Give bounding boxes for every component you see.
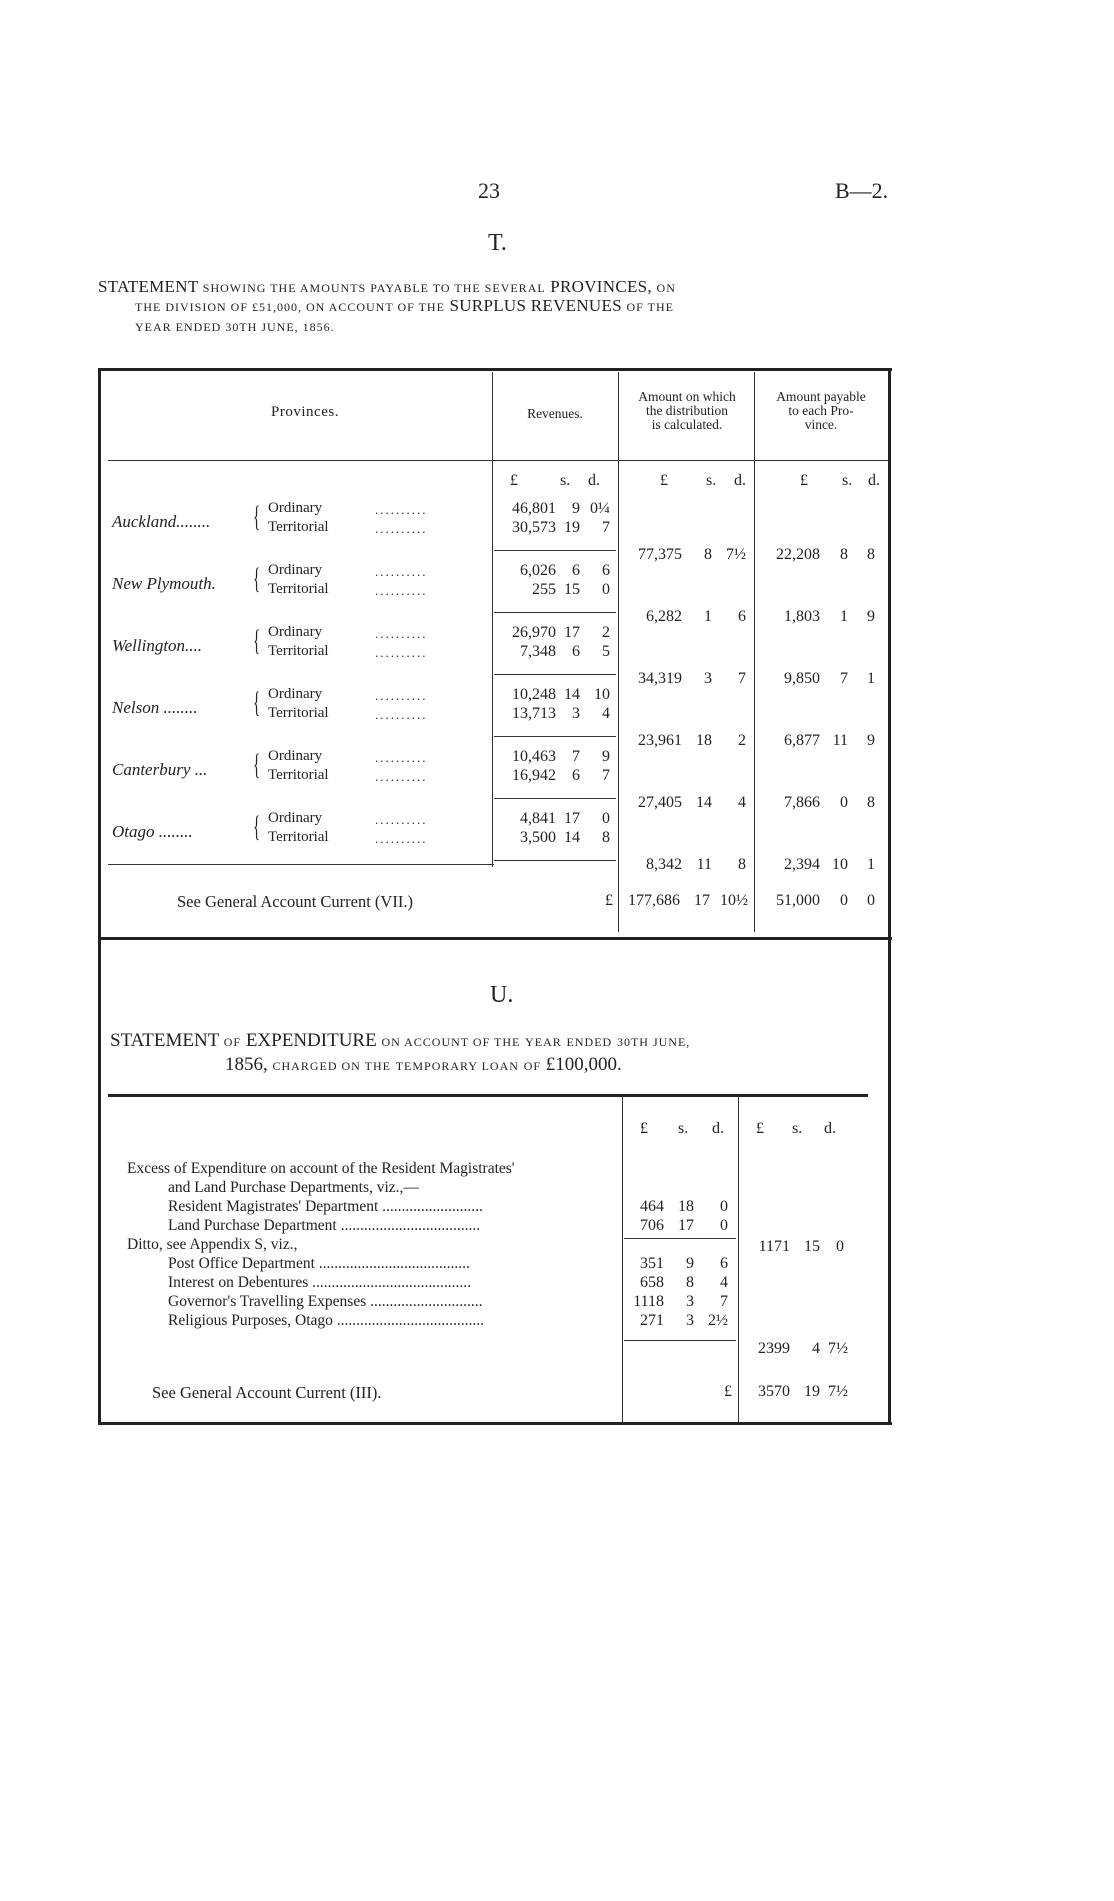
payable-pounds: 1,803 <box>784 608 820 625</box>
table-u-rule <box>624 1238 736 1239</box>
table-t-divider <box>618 372 619 932</box>
table-t-total-pay-pence: 0 <box>867 892 875 909</box>
revenue-pence: 2 <box>602 624 610 641</box>
table-t-divider <box>754 372 755 932</box>
table-t-total-dist-pounds: 177,686 <box>628 892 680 909</box>
distribution-shillings: 11 <box>696 856 712 873</box>
subtotal1-shillings: 15 <box>804 1238 820 1255</box>
table-t-left-border <box>98 368 101 940</box>
unit-pound: £ <box>510 472 518 489</box>
brace-glyph: { <box>253 748 261 781</box>
leader-dots: .......... <box>375 502 428 517</box>
value-pounds: 658 <box>640 1274 664 1291</box>
column-header-distribution <box>620 390 754 432</box>
title-word: OF <box>223 1035 242 1049</box>
revenue-shillings: 6 <box>572 643 580 660</box>
revenue-rule <box>494 674 616 675</box>
title-word: OF THE <box>626 300 674 314</box>
value-pence: 4 <box>720 1274 728 1291</box>
section-u-letter: U. <box>490 982 514 1008</box>
title-word: OF <box>523 1059 542 1073</box>
value-pence: 7 <box>720 1293 728 1310</box>
title-word: EXPENDITURE <box>245 1030 377 1051</box>
expenditure-line: Post Office Department ....................................... <box>168 1255 470 1272</box>
leader-dots: .......... <box>375 831 428 846</box>
sub-category: Territorial <box>268 705 329 721</box>
expenditure-line: Excess of Expenditure on account of the Resident Magistrates' <box>127 1160 515 1177</box>
distribution-shillings: 3 <box>704 670 712 687</box>
revenue-pounds: 16,942 <box>512 767 556 784</box>
column-header-revenues: Revenues. <box>527 406 583 421</box>
revenue-pounds: 10,248 <box>512 686 556 703</box>
revenue-rule <box>494 612 616 613</box>
brace-glyph: { <box>253 624 261 657</box>
revenue-pence: 0 <box>602 581 610 598</box>
revenue-rule <box>494 798 616 799</box>
section-u-title-line2 <box>225 1054 622 1076</box>
payable-shillings: 11 <box>832 732 848 749</box>
value-shillings: 18 <box>678 1198 694 1215</box>
value-pounds: 351 <box>640 1255 664 1272</box>
sub-category: Territorial <box>268 767 329 783</box>
table-t-total-dist-shillings: 17 <box>694 892 710 909</box>
leader-dots: .......... <box>375 769 428 784</box>
unit-pence: d. <box>712 1120 724 1137</box>
revenue-shillings: 15 <box>564 581 580 598</box>
distribution-pounds: 8,342 <box>646 856 682 873</box>
payable-shillings: 10 <box>832 856 848 873</box>
section-t-title-line1 <box>98 278 676 297</box>
table-t-rule <box>108 864 494 865</box>
table-u-total-label: See General Account Current (III). <box>152 1383 382 1402</box>
expenditure-line: Interest on Debentures ......................................... <box>168 1274 472 1291</box>
table-u-top-border <box>108 1094 868 1097</box>
revenue-pence: 7 <box>602 767 610 784</box>
sub-category: Territorial <box>268 581 329 597</box>
sub-category: Ordinary <box>268 562 323 578</box>
title-word: ON ACCOUNT OF THE <box>381 1035 521 1049</box>
revenue-pounds: 7,348 <box>520 643 556 660</box>
distribution-pence: 8 <box>738 856 746 873</box>
sub-category: Ordinary <box>268 748 323 764</box>
brace-glyph: { <box>253 686 261 719</box>
distribution-pence: 2 <box>738 732 746 749</box>
table-t-right-border <box>888 368 891 940</box>
unit-pound: £ <box>660 472 668 489</box>
value-pounds: 271 <box>640 1312 664 1329</box>
revenue-pounds: 10,463 <box>512 748 556 765</box>
unit-pound: £ <box>800 472 808 489</box>
value-pounds: 1118 <box>633 1293 664 1310</box>
leader-dots: .......... <box>375 750 428 765</box>
title-word: SHOWING THE AMOUNTS PAYABLE TO THE SEVERAL <box>202 281 546 295</box>
sub-category: Territorial <box>268 829 329 845</box>
revenue-shillings: 7 <box>572 748 580 765</box>
payable-pounds: 2,394 <box>784 856 820 873</box>
title-word: TEMPORARY LOAN <box>395 1059 519 1073</box>
subtotal2-shillings: 4 <box>812 1340 820 1357</box>
leader-dots: .......... <box>375 812 428 827</box>
expenditure-line: Religious Purposes, Otago ...................................... <box>168 1312 485 1329</box>
revenue-pounds: 3,500 <box>520 829 556 846</box>
column-header-payable <box>756 390 886 432</box>
title-word: STATEMENT <box>110 1030 219 1051</box>
table-t-total-pound-sign: £ <box>605 892 613 909</box>
subtotal2-pounds: 2399 <box>758 1340 790 1357</box>
payable-pence: 8 <box>867 546 875 563</box>
unit-pound: £ <box>756 1120 764 1137</box>
title-word: 30TH JUNE, <box>616 1035 691 1049</box>
title-word: YEAR <box>525 1035 562 1049</box>
value-shillings: 17 <box>678 1217 694 1234</box>
revenue-pence: 4 <box>602 705 610 722</box>
distribution-shillings: 18 <box>696 732 712 749</box>
payable-pounds: 7,866 <box>784 794 820 811</box>
revenue-shillings: 6 <box>572 562 580 579</box>
revenue-shillings: 6 <box>572 767 580 784</box>
revenue-shillings: 3 <box>572 705 580 722</box>
table-t-bottom-border <box>98 937 892 940</box>
title-word: 1856, <box>225 1054 268 1075</box>
table-u-divider <box>738 1096 739 1422</box>
leader-dots: .......... <box>375 583 428 598</box>
sub-category: Territorial <box>268 519 329 535</box>
payable-pounds: 9,850 <box>784 670 820 687</box>
leader-dots: .......... <box>375 626 428 641</box>
header-line: is calculated. <box>651 417 723 432</box>
payable-pounds: 6,877 <box>784 732 820 749</box>
table-u-bottom-border <box>98 1422 892 1425</box>
province-name: New Plymouth. <box>112 574 216 593</box>
title-word: PROVINCES, <box>550 277 652 296</box>
unit-pence: d. <box>734 472 746 489</box>
header-line: Amount on which <box>638 389 736 404</box>
province-name: Nelson ........ <box>112 698 198 717</box>
header-line: to each Pro- <box>788 403 854 418</box>
header-line: vince. <box>804 417 838 432</box>
unit-shilling: s. <box>842 472 853 489</box>
distribution-pounds: 23,961 <box>638 732 682 749</box>
column-header-provinces: Provinces. <box>271 404 339 420</box>
revenue-shillings: 9 <box>572 500 580 517</box>
unit-shilling: s. <box>560 472 571 489</box>
unit-pence: d. <box>588 472 600 489</box>
subtotal1-pence: 0 <box>836 1238 844 1255</box>
brace-glyph: { <box>253 500 261 533</box>
value-shillings: 9 <box>686 1255 694 1272</box>
leader-dots: .......... <box>375 521 428 536</box>
payable-pence: 9 <box>867 608 875 625</box>
revenue-pence: 0¼ <box>590 500 610 517</box>
page-number: 23 <box>478 178 500 203</box>
section-t-title-line2 <box>135 297 674 316</box>
distribution-pounds: 27,405 <box>638 794 682 811</box>
province-name: Canterbury ... <box>112 760 208 779</box>
revenue-pence: 10 <box>594 686 610 703</box>
brace-glyph: { <box>253 810 261 843</box>
revenue-pence: 8 <box>602 829 610 846</box>
distribution-pounds: 6,282 <box>646 608 682 625</box>
title-word: CHARGED ON THE <box>272 1059 391 1073</box>
table-t-divider <box>492 372 493 867</box>
unit-pence: d. <box>868 472 880 489</box>
distribution-pence: 7½ <box>726 546 746 563</box>
unit-shilling: s. <box>678 1120 689 1137</box>
revenue-pounds: 4,841 <box>520 810 556 827</box>
revenue-pence: 7 <box>602 519 610 536</box>
unit-pence: d. <box>824 1120 836 1137</box>
subtotal2-pence: 7½ <box>828 1340 848 1357</box>
revenue-pence: 6 <box>602 562 610 579</box>
revenue-pence: 0 <box>602 810 610 827</box>
table-t-top-border <box>98 368 892 371</box>
province-name: Otago ........ <box>112 822 193 841</box>
revenue-rule <box>494 736 616 737</box>
revenue-pence: 5 <box>602 643 610 660</box>
province-name: Auckland........ <box>112 512 211 531</box>
revenue-pounds: 6,026 <box>520 562 556 579</box>
payable-pence: 8 <box>867 794 875 811</box>
title-word: £100,000. <box>545 1054 622 1075</box>
revenue-shillings: 17 <box>564 810 580 827</box>
revenue-pounds: 30,573 <box>512 519 556 536</box>
payable-pounds: 22,208 <box>776 546 820 563</box>
expenditure-line: and Land Purchase Departments, viz.,— <box>168 1179 419 1196</box>
value-pence: 0 <box>720 1217 728 1234</box>
header-line: the distribution <box>645 403 729 418</box>
distribution-pence: 7 <box>738 670 746 687</box>
payable-shillings: 8 <box>840 546 848 563</box>
expenditure-line: Land Purchase Department .................................... <box>168 1217 481 1234</box>
distribution-shillings: 14 <box>696 794 712 811</box>
revenue-pounds: 46,801 <box>512 500 556 517</box>
unit-shilling: s. <box>792 1120 803 1137</box>
section-u-left-border <box>98 940 101 1425</box>
table-u-rule <box>624 1340 736 1341</box>
sub-category: Ordinary <box>268 500 323 516</box>
value-pounds: 706 <box>640 1217 664 1234</box>
table-t-total-label: See General Account Current (VII.) <box>177 892 413 911</box>
value-shillings: 3 <box>686 1312 694 1329</box>
sub-category: Ordinary <box>268 624 323 640</box>
table-t-header-rule <box>108 460 888 461</box>
payable-shillings: 7 <box>840 670 848 687</box>
revenue-shillings: 14 <box>564 829 580 846</box>
revenue-pounds: 13,713 <box>512 705 556 722</box>
value-shillings: 3 <box>686 1293 694 1310</box>
leader-dots: .......... <box>375 645 428 660</box>
brace-glyph: { <box>253 562 261 595</box>
title-word: ON <box>656 281 676 295</box>
expenditure-line: Ditto, see Appendix S, viz., <box>127 1236 298 1253</box>
payable-pence: 9 <box>867 732 875 749</box>
table-u-total-pence: 7½ <box>828 1383 848 1400</box>
revenue-shillings: 17 <box>564 624 580 641</box>
distribution-pounds: 34,319 <box>638 670 682 687</box>
unit-pound: £ <box>640 1120 648 1137</box>
title-word: THE DIVISION OF £51,000, ON ACCOUNT OF THE <box>135 300 445 314</box>
value-pence: 2½ <box>708 1312 728 1329</box>
value-pence: 6 <box>720 1255 728 1272</box>
distribution-shillings: 8 <box>704 546 712 563</box>
distribution-pence: 6 <box>738 608 746 625</box>
distribution-shillings: 1 <box>704 608 712 625</box>
header-line: Amount payable <box>776 389 866 404</box>
subtotal1-pounds: 1171 <box>758 1238 790 1255</box>
revenue-rule <box>494 860 616 861</box>
section-u-right-border <box>888 940 891 1425</box>
unit-shilling: s. <box>706 472 717 489</box>
table-t-total-pay-shillings: 0 <box>840 892 848 909</box>
expenditure-line: Resident Magistrates' Department .......................... <box>168 1198 483 1215</box>
title-word: STATEMENT <box>98 277 199 296</box>
payable-pence: 1 <box>867 856 875 873</box>
distribution-pence: 4 <box>738 794 746 811</box>
expenditure-line: Governor's Travelling Expenses ............................. <box>168 1293 483 1310</box>
revenue-pence: 9 <box>602 748 610 765</box>
section-u-title-line1 <box>110 1030 690 1052</box>
table-u-total-pounds: 3570 <box>758 1383 790 1400</box>
distribution-pounds: 77,375 <box>638 546 682 563</box>
revenue-pounds: 255 <box>532 581 556 598</box>
sub-category: Territorial <box>268 643 329 659</box>
section-t-title-line3: YEAR ENDED 30TH JUNE, 1856. <box>135 320 335 334</box>
page-reference: B—2. <box>835 178 889 203</box>
table-u-total-pound-sign: £ <box>724 1383 732 1400</box>
leader-dots: .......... <box>375 707 428 722</box>
title-word: SURPLUS REVENUES <box>449 296 622 315</box>
table-t-total-pay-pounds: 51,000 <box>776 892 820 909</box>
revenue-shillings: 19 <box>564 519 580 536</box>
title-word: ENDED <box>566 1035 613 1049</box>
revenue-pounds: 26,970 <box>512 624 556 641</box>
province-name: Wellington.... <box>112 636 203 655</box>
leader-dots: .......... <box>375 688 428 703</box>
payable-pence: 1 <box>867 670 875 687</box>
revenue-shillings: 14 <box>564 686 580 703</box>
sub-category: Ordinary <box>268 686 323 702</box>
table-u-total-shillings: 19 <box>804 1383 820 1400</box>
value-pounds: 464 <box>640 1198 664 1215</box>
sub-category: Ordinary <box>268 810 323 826</box>
payable-shillings: 1 <box>840 608 848 625</box>
payable-shillings: 0 <box>840 794 848 811</box>
table-t-total-dist-pence: 10½ <box>720 892 748 909</box>
section-t-letter: T. <box>488 230 507 256</box>
leader-dots: .......... <box>375 564 428 579</box>
revenue-rule <box>494 550 616 551</box>
value-shillings: 8 <box>686 1274 694 1291</box>
value-pence: 0 <box>720 1198 728 1215</box>
